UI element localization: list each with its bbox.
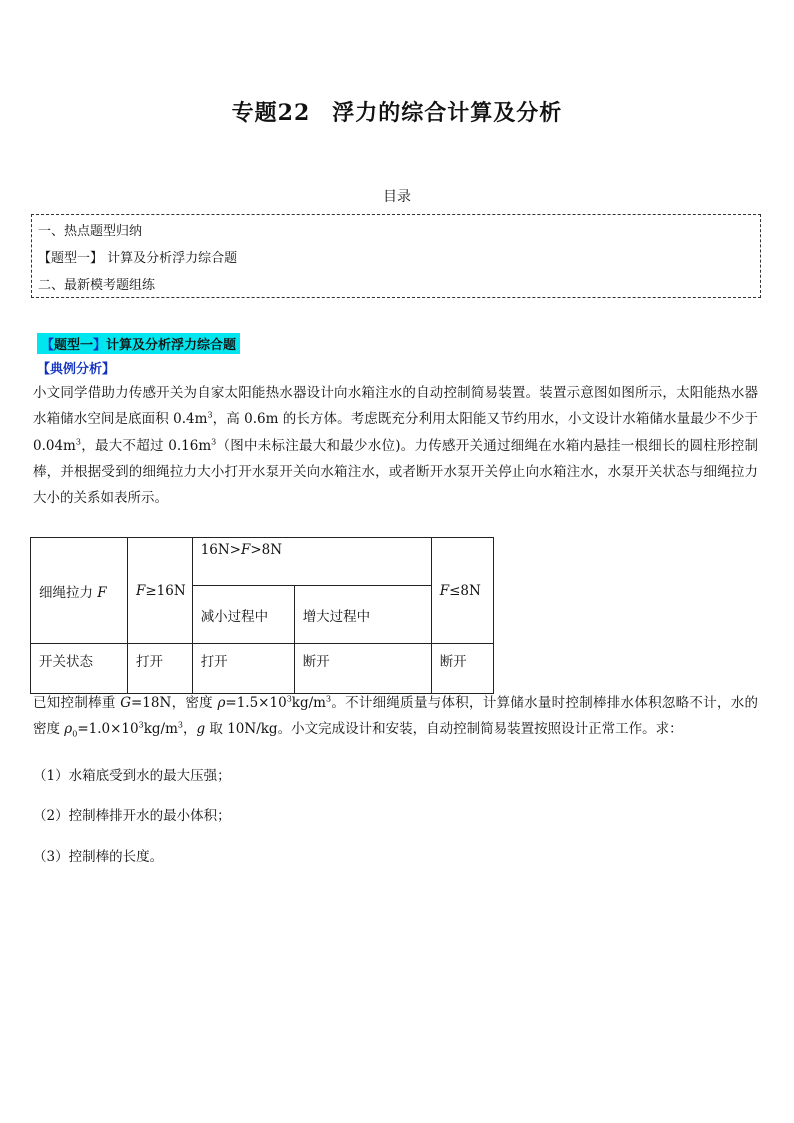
symbol-F: F [439, 582, 450, 599]
example-analysis-label: 典例分析 [50, 362, 103, 377]
section-tag [37, 333, 240, 354]
subscript: 0 [72, 729, 78, 739]
bracket-open: 【 [37, 362, 51, 377]
text-run: =1.0×10 [77, 721, 139, 738]
text-run: ≥16N [145, 582, 186, 599]
symbol-F: F [241, 542, 251, 558]
symbol-F: F [97, 584, 107, 601]
text-run: 细绳拉力 [39, 584, 98, 601]
symbol-F: F [136, 582, 146, 599]
text-run: ，高 0.6m 的长方体。考虑既充分利用太阳能又节约用水，小文设计水箱储水量最少不少于 0.04m [33, 411, 759, 454]
toc-heading: 目录 [383, 189, 411, 205]
text-run: 取 10N/kg。小文完成设计和安装，自动控制简易装置按照设计正常工作。求： [205, 721, 683, 738]
symbol-rho0: ρ [64, 721, 73, 738]
text-run: ，最大不超过 0.16m [80, 437, 212, 454]
question-3: （3）控制棒的长度。 [33, 849, 164, 865]
table-cell: 打开 [192, 644, 294, 694]
bracket-close: 】 [93, 338, 107, 353]
text-run: =1.5×10 [225, 695, 287, 711]
question-2: （2）控制棒排开水的最小体积； [33, 808, 231, 824]
text-run: kg/m [291, 695, 326, 711]
table-of-contents [31, 214, 761, 298]
superscript: 3 [138, 720, 144, 730]
toc-item[interactable]: 一、热点题型归纳 [38, 224, 143, 239]
example-analysis-tag [37, 358, 115, 377]
table-header-ge16 [128, 538, 193, 644]
superscript: 3 [75, 437, 81, 447]
text-run: ≤8N [449, 582, 481, 599]
superscript: 3 [177, 720, 183, 730]
section-type-name: 题型一 [54, 338, 94, 353]
switch-status-table [30, 537, 494, 694]
table-cell: 断开 [294, 644, 431, 694]
problem-paragraph-2 [33, 690, 758, 743]
text-run: （图中未标注最大和最少水位)。力传感开关通过细绳在水箱内悬挂一根细长的圆柱形控制棒，并根据受到的细绳拉力大小打开水泵开关向水箱注水，或者断开水泵开关停止向水箱注水，水泵开关状态与细绳拉力大小的关系如表所示。 [33, 437, 758, 507]
text-run: 。不计细绳质量与体积，计算储水量时控制棒排水体积忽略不计，水的密度 [33, 695, 759, 738]
table-header-mid [192, 538, 431, 586]
text-run: =18N，密度 [131, 695, 218, 711]
superscript: 3 [286, 694, 292, 704]
table-header-tension [31, 538, 128, 644]
toc-item[interactable]: 【题型一】 计算及分析浮力综合题 [38, 251, 238, 266]
bracket-close: 】 [102, 362, 116, 377]
title-text: 浮力的综合计算及分析 [332, 100, 563, 126]
title-number: 专题22 [231, 100, 311, 126]
text-run: 16N> [200, 542, 241, 558]
table-header-le8 [431, 538, 493, 644]
text-run: ， [182, 721, 197, 738]
page-title [0, 96, 794, 127]
toc-item[interactable]: 二、最新模考题组练 [38, 278, 156, 293]
table-header-increasing: 增大过程中 [294, 586, 431, 644]
symbol-G: G [120, 695, 131, 711]
symbol-rho: ρ [217, 695, 226, 711]
bracket-open: 【 [41, 338, 55, 353]
section-type-text: 计算及分析浮力综合题 [106, 338, 237, 353]
text-run: kg/m [143, 721, 178, 738]
table-cell: 打开 [128, 644, 193, 694]
table-row-label: 开关状态 [31, 644, 128, 694]
problem-paragraph-1 [33, 380, 758, 511]
text-run: >8N [250, 542, 283, 558]
question-1: （1）水箱底受到水的最大压强； [33, 768, 231, 784]
table-cell: 断开 [431, 644, 493, 694]
text-run: 已知控制棒重 [33, 695, 121, 711]
table-header-decreasing: 减小过程中 [192, 586, 294, 644]
superscript: 3 [207, 410, 213, 420]
text-run: 小文同学借助力传感开关为自家太阳能热水器设计向水箱注水的自动控制简易装置。装置示意图如图所示，太阳能热水器水箱储水空间是底面积 0.4m [33, 385, 758, 428]
symbol-g: g [196, 721, 206, 738]
superscript: 3 [325, 694, 332, 704]
superscript: 3 [211, 437, 217, 447]
